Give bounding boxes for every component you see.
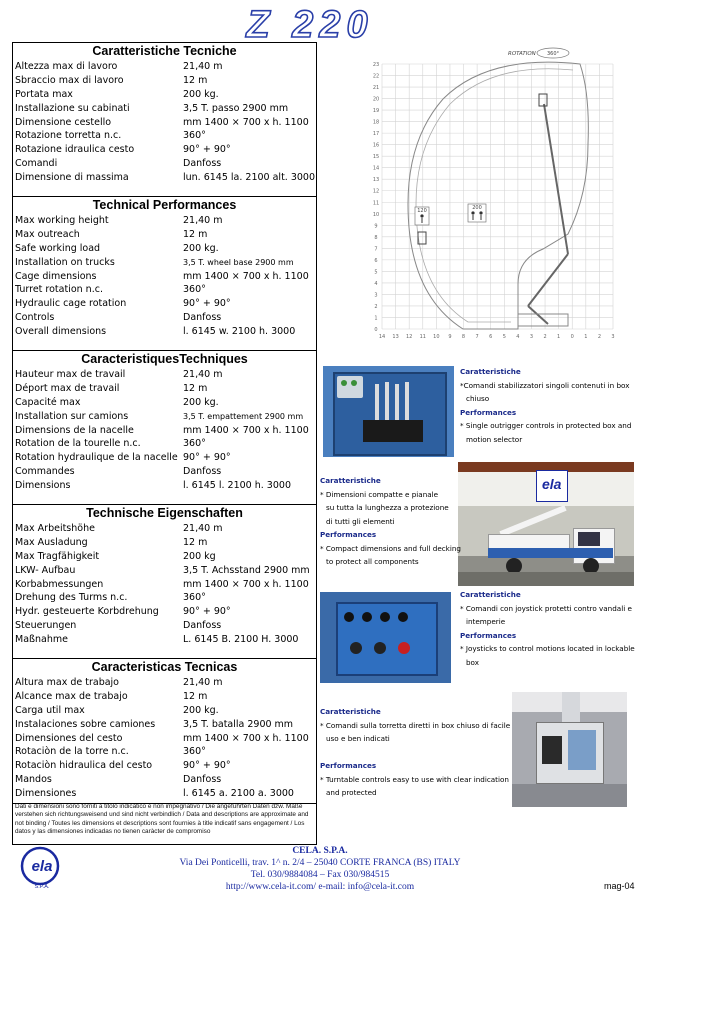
spec-value: l. 6145 w. 2100 h. 3000	[183, 326, 296, 338]
spec-value: mm 1400 × 700 x h. 1100	[183, 732, 309, 744]
spec-panel-heading: Caratteristiche Tecniche	[92, 44, 237, 58]
note-heading: Performances	[320, 530, 377, 539]
note-line: motion selector	[466, 434, 523, 444]
spec-key: Déport max de travail	[15, 382, 120, 394]
spec-row	[13, 759, 316, 773]
y-tick-label: 19	[372, 108, 380, 115]
spec-value: 12 m	[183, 536, 208, 548]
spec-row	[13, 228, 316, 242]
spec-key: Overall dimensions	[15, 326, 107, 338]
spec-key: Drehung des Turms n.c.	[15, 592, 128, 604]
note-line: *Comandi stabilizzatori singoli contenuti in box	[460, 380, 630, 390]
note-line: chiuso	[466, 394, 490, 403]
spec-panel	[12, 504, 317, 658]
note-heading: Caratteristiche	[320, 476, 381, 485]
note-line: * Comandi con joystick protetti contro vandali e	[460, 603, 632, 613]
x-tick-label: 2	[597, 334, 602, 340]
spec-key: Steuerungen	[15, 620, 77, 632]
spec-value: l. 6145 a. 2100 a. 3000	[183, 788, 294, 800]
note-line: * Joysticks to control motions located in lockable	[460, 644, 635, 653]
note-line: intemperie	[466, 617, 506, 626]
spec-key: Max Arbeitshöhe	[15, 523, 95, 534]
spec-panel-heading: Caracteristicas Tecnicas	[91, 660, 238, 674]
spec-row	[13, 60, 316, 74]
spec-key: Hauteur max de travail	[15, 369, 126, 380]
spec-value: 90° + 90°	[183, 606, 231, 618]
spec-value: 200 kg.	[183, 396, 219, 408]
spec-value: 12 m	[183, 690, 208, 702]
note-heading: Caratteristiche	[460, 590, 521, 599]
spec-key: Alcance max de trabajo	[15, 690, 128, 702]
note-heading: Performances	[460, 630, 517, 640]
x-tick-label: 10	[433, 334, 440, 340]
y-tick-label: 8	[374, 234, 378, 241]
cage-top	[539, 94, 547, 106]
spec-row	[13, 732, 316, 746]
y-tick-label: 11	[372, 200, 380, 207]
spec-key: Maßnahme	[15, 634, 68, 646]
spec-value: 12 m	[183, 228, 208, 240]
rotation-value: 360°	[546, 51, 560, 57]
spec-value: 360°	[183, 746, 206, 758]
spec-value: Danfoss	[183, 312, 222, 324]
spec-value: 3,5 T. wheel base 2900 mm	[183, 257, 294, 267]
note-heading: Performances	[460, 407, 517, 417]
spec-key: Hydraulic cage rotation	[15, 298, 127, 310]
spec-key: Hydr. gesteuerte Korbdrehung	[15, 606, 159, 618]
y-tick-label: 3	[374, 292, 378, 299]
x-tick-label: 3	[529, 334, 534, 340]
note-joystick	[460, 588, 635, 669]
spec-row	[13, 311, 316, 325]
spec-value: mm 1400 × 700 x h. 1100	[183, 424, 309, 436]
x-tick-label: 12	[405, 334, 413, 340]
spec-key: Max Tragfähigkeit	[15, 550, 100, 562]
photo-turntable-controls	[512, 692, 627, 807]
spec-row	[13, 214, 316, 228]
spec-value: 3,5 T. empattement 2900 mm	[183, 411, 304, 421]
spec-key: Commandes	[15, 466, 75, 478]
spec-key: Max Ausladung	[15, 536, 88, 548]
cela-logo	[18, 846, 64, 890]
spec-row	[13, 578, 316, 592]
spec-value: 360°	[183, 284, 206, 296]
spec-value: Danfoss	[183, 158, 222, 170]
spec-value: 90° + 90°	[183, 452, 231, 464]
spec-key: Mandos	[15, 774, 52, 786]
spec-key: Installation sur camions	[15, 410, 129, 422]
spec-key: Dimensione di massima	[15, 172, 129, 184]
spec-row	[13, 297, 316, 311]
spec-value: lun. 6145 la. 2100 alt. 3000	[183, 172, 316, 184]
spec-key: Controls	[15, 312, 55, 324]
spec-row	[13, 129, 316, 143]
load-200-label: 200	[472, 205, 482, 211]
note-line: * Single outrigger controls in protected box and	[460, 421, 632, 430]
spec-row	[13, 550, 316, 564]
x-tick-label: 3	[611, 334, 615, 340]
spec-key: Korbabmessungen	[15, 578, 104, 590]
spec-row	[13, 325, 316, 339]
x-tick-label: 8	[461, 334, 466, 340]
logo-sub: S.P.A.	[34, 884, 50, 890]
spec-row	[13, 619, 316, 633]
note-line: * Comandi sulla torretta diretti in box chiuso di facile	[320, 720, 511, 730]
note-line: * Compact dimensions and full decking	[320, 543, 461, 553]
spec-row	[13, 633, 316, 647]
spec-key: Dimensiones del cesto	[15, 732, 123, 744]
spec-panel-heading: Technische Eigenschaften	[86, 506, 243, 520]
rotation-label: ROTATION	[508, 51, 536, 57]
photo-truck: ela	[458, 462, 634, 586]
note-line	[320, 746, 510, 760]
spec-panel	[12, 196, 317, 350]
spec-row	[13, 88, 316, 102]
spec-row	[13, 270, 316, 284]
spec-key: Sbraccio max di lavoro	[15, 74, 124, 86]
photo-joystick-box	[320, 592, 451, 683]
spec-value: 90° + 90°	[183, 144, 231, 156]
working-envelope	[408, 62, 588, 329]
spec-value: 12 m	[183, 74, 208, 86]
spec-key: Rotazione idraulica cesto	[15, 144, 135, 156]
spec-row	[13, 242, 316, 256]
spec-key: Dimensions	[15, 480, 71, 492]
spec-key: Rotation hydraulique de la nacelle	[15, 452, 178, 464]
spec-panel-heading: Technical Performances	[92, 198, 237, 212]
y-tick-label: 4	[374, 280, 378, 287]
spec-row	[13, 522, 316, 536]
company-name: CELA. S.P.A.	[292, 846, 348, 856]
x-tick-label: 7	[475, 334, 479, 340]
x-tick-label: 2	[543, 334, 547, 340]
spec-row	[13, 102, 316, 116]
spec-value: 3,5 T. passo 2900 mm	[183, 102, 289, 114]
load-200-icon	[468, 204, 486, 222]
spec-row	[13, 465, 316, 479]
spec-row	[13, 143, 316, 157]
x-tick-label: 11	[419, 334, 426, 340]
spec-key: Dimensiones	[15, 788, 77, 800]
y-tick-label: 23	[372, 62, 380, 68]
x-tick-label: 13	[392, 334, 399, 340]
spec-row	[13, 368, 316, 382]
note-line: to protect all components	[326, 557, 419, 566]
spec-value: Danfoss	[183, 620, 222, 632]
y-tick-label: 18	[372, 119, 380, 126]
boom-lower	[528, 254, 568, 306]
spec-panel-heading: CaracteristiquesTechniques	[81, 352, 248, 366]
spec-value: 21,40 m	[183, 61, 223, 72]
spec-row	[13, 437, 316, 451]
spec-value: 90° + 90°	[183, 760, 231, 772]
spec-key: Dimensione cestello	[15, 116, 112, 128]
spec-row	[13, 718, 316, 732]
y-tick-label: 12	[372, 188, 380, 195]
x-tick-label: 0	[570, 334, 574, 340]
x-tick-label: 14	[378, 334, 386, 340]
product-title	[180, 6, 440, 42]
spec-key: Safe working load	[15, 242, 101, 254]
spec-value: 200 kg.	[183, 704, 219, 716]
diagram-y-ticks	[373, 62, 379, 333]
spec-value: mm 1400 × 700 x h. 1100	[183, 578, 309, 590]
y-tick-label: 13	[372, 177, 380, 184]
catalog-code: mag-04	[604, 881, 635, 891]
y-tick-label: 9	[374, 223, 378, 230]
spec-value: 3,5 T. batalla 2900 mm	[183, 718, 294, 730]
spec-value: 200 kg.	[183, 88, 219, 100]
spec-row	[13, 704, 316, 718]
spec-row	[13, 171, 316, 185]
spec-value: 90° + 90°	[183, 298, 231, 310]
product-title-text: Z 220	[246, 6, 374, 42]
y-tick-label: 20	[372, 96, 380, 103]
spec-value: 3,5 T. Achsstand 2900 mm	[183, 564, 310, 576]
spec-row	[13, 382, 316, 396]
y-tick-label: 14	[372, 165, 380, 172]
note-compact	[320, 474, 461, 569]
spec-key: Capacité max	[15, 396, 81, 408]
spec-value: 360°	[183, 592, 206, 604]
spec-value: mm 1400 × 700 x h. 1100	[183, 270, 309, 282]
spec-value: mm 1400 × 700 x h. 1100	[183, 116, 309, 128]
spec-value: L. 6145 B. 2100 H. 3000	[183, 634, 299, 646]
y-tick-label: 1	[374, 315, 378, 322]
spec-row	[13, 74, 316, 88]
spec-row	[13, 787, 316, 801]
note-heading: Caratteristiche	[460, 367, 521, 376]
spec-key: Rotaciòn de la torre n.c.	[15, 746, 129, 758]
note-line: su tutta la lunghezza a protezione	[326, 503, 449, 512]
spec-row	[13, 410, 316, 424]
note-outrigger	[460, 365, 631, 446]
spec-value: 12 m	[183, 382, 208, 394]
note-line: di tutti gli elementi	[326, 516, 395, 526]
spec-value: 21,40 m	[183, 677, 223, 688]
spec-key: Carga util max	[15, 704, 85, 716]
spec-row	[13, 396, 316, 410]
spec-key: Rotazione torretta n.c.	[15, 130, 122, 142]
spec-row	[13, 283, 316, 297]
spec-key: Rotation de la tourelle n.c.	[15, 438, 141, 450]
load-120-label: 120	[417, 208, 427, 214]
note-line: uso e ben indicati	[326, 734, 390, 743]
working-range-diagram	[368, 44, 618, 344]
x-tick-label: 1	[557, 334, 561, 340]
logo-text: ela	[31, 858, 53, 875]
note-line: box	[466, 657, 479, 667]
y-tick-label: 15	[372, 154, 380, 161]
note-heading: Performances	[320, 761, 377, 770]
spec-row	[13, 256, 316, 270]
spec-value: 360°	[183, 130, 206, 142]
spec-key: Altezza max di lavoro	[15, 61, 118, 72]
spec-value: 21,40 m	[183, 523, 223, 534]
spec-row	[13, 536, 316, 550]
company-address: Via Dei Ponticelli, trav. 1^ n. 2/4 – 25040 CORTE FRANCA (BS) ITALY	[179, 858, 461, 868]
spec-key: Dimensions de la nacelle	[15, 424, 134, 436]
y-tick-label: 0	[374, 327, 378, 333]
spec-key: Comandi	[15, 158, 58, 170]
y-tick-label: 10	[372, 211, 380, 218]
spec-panel	[12, 658, 317, 804]
spec-row	[13, 451, 316, 465]
spec-row	[13, 116, 316, 130]
note-heading: Caratteristiche	[320, 707, 381, 716]
spec-row	[13, 479, 316, 493]
diagram-x-ticks	[379, 334, 615, 340]
diagram-grid	[382, 64, 613, 329]
y-tick-label: 2	[374, 303, 378, 310]
spec-row	[13, 745, 316, 759]
company-web[interactable]: http://www.cela-it.com/ e-mail: info@cela-it.com	[225, 882, 415, 892]
y-tick-label: 21	[372, 85, 380, 92]
y-tick-label: 16	[372, 142, 380, 149]
spec-row	[13, 773, 316, 787]
spec-value: 360°	[183, 438, 206, 450]
spec-key: Installazione su cabinati	[15, 102, 130, 114]
y-tick-label: 22	[372, 73, 380, 80]
y-tick-label: 5	[374, 269, 378, 276]
spec-value: 21,40 m	[183, 369, 223, 380]
spec-row	[13, 690, 316, 704]
spec-value: l. 6145 l. 2100 h. 3000	[183, 480, 291, 492]
spec-row	[13, 157, 316, 171]
x-tick-label: 9	[448, 334, 452, 340]
x-tick-label: 5	[502, 334, 506, 340]
spec-panel	[12, 350, 317, 504]
note-line: and protected	[326, 788, 377, 797]
disclaimer: Dati e dimensioni sono forniti a titolo indicatico e non impegnativo / Die angefuhrten Daten dzw. Maße verstehen sich richtungsweisend und sind nicht verbindlich / Data and descriptions are approximate and not binding / Toutes les dimensions et descriptions sont fournies à title indicatif sans engagement / Los datos y las dimensiones indicadas no tienen caràcter de compromiso	[12, 803, 317, 845]
spec-value: Danfoss	[183, 466, 222, 478]
note-turntable	[320, 705, 510, 800]
spec-row	[13, 564, 316, 578]
note-line: * Dimensioni compatte e pianale	[320, 489, 439, 499]
x-tick-label: 4	[516, 334, 520, 340]
spec-key: Turret rotation n.c.	[15, 284, 103, 296]
spec-key: Cage dimensions	[15, 270, 97, 282]
x-tick-label: 1	[584, 334, 588, 340]
spec-value: 21,40 m	[183, 215, 223, 226]
spec-row	[13, 591, 316, 605]
spec-value: 200 kg	[183, 550, 216, 562]
company-phone: Tel. 030/9884084 – Fax 030/984515	[250, 870, 390, 880]
spec-row	[13, 676, 316, 690]
spec-key: Rotaciòn hidraulica del cesto	[15, 760, 153, 772]
photo-outrigger-controls	[323, 366, 454, 457]
y-tick-label: 17	[372, 131, 380, 138]
x-tick-label: 6	[489, 334, 493, 340]
spec-key: Max outreach	[15, 228, 80, 240]
spec-key: Max working height	[15, 215, 109, 226]
spec-key: Installation on trucks	[15, 256, 115, 268]
note-line: * Turntable controls easy to use with clear indication	[320, 774, 509, 784]
y-tick-label: 6	[374, 257, 378, 264]
y-tick-label: 7	[374, 246, 378, 253]
spec-key: Portata max	[15, 88, 73, 100]
spec-panel	[12, 42, 317, 196]
spec-row	[13, 424, 316, 438]
spec-value: 200 kg.	[183, 242, 219, 254]
spec-key: Altura max de trabajo	[15, 677, 119, 688]
spec-row	[13, 605, 316, 619]
spec-key: LKW- Aufbau	[15, 564, 76, 576]
spec-value: Danfoss	[183, 774, 222, 786]
load-120-icon	[415, 207, 429, 225]
working-envelope-inner	[416, 69, 573, 322]
spec-key: Instalaciones sobre camiones	[15, 718, 156, 730]
